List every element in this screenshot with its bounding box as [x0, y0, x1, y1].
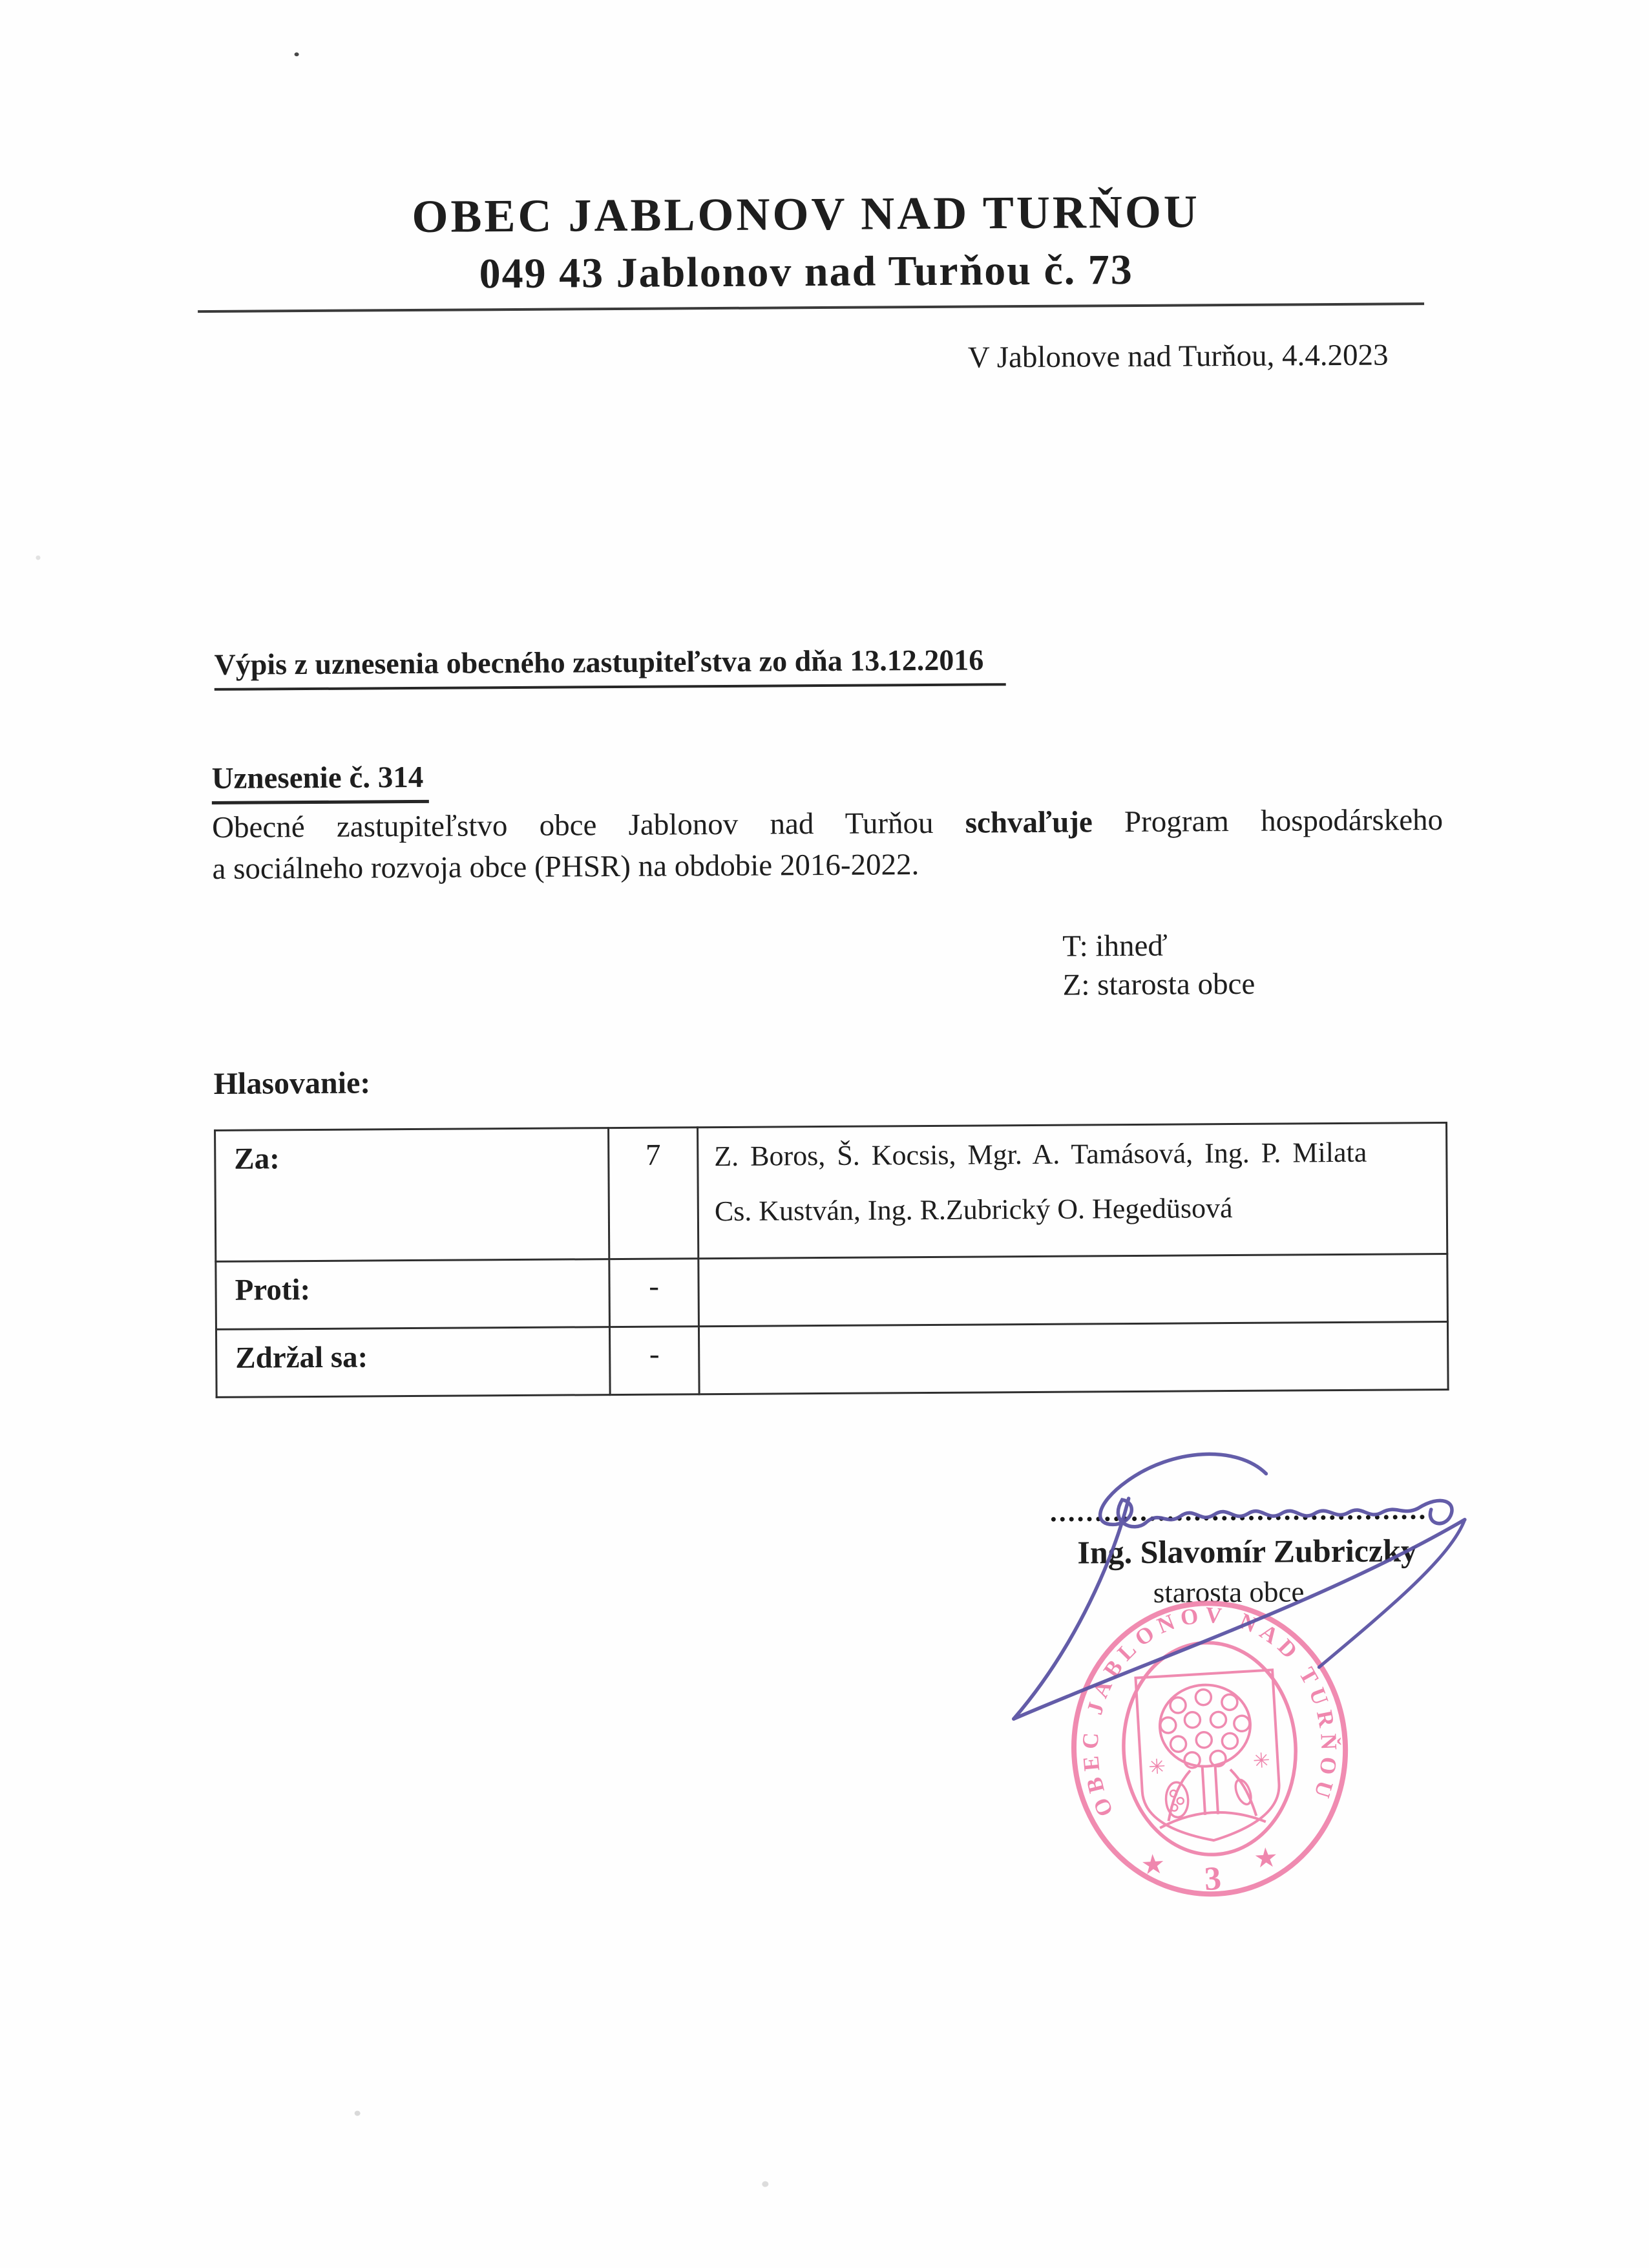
signatory-role: starosta obce — [1153, 1575, 1305, 1609]
vote-for-label: Za: — [215, 1128, 609, 1262]
right-leaf — [1232, 1778, 1254, 1807]
resolution-body-line1 — [212, 799, 1443, 848]
voting-table-grid — [214, 1122, 1449, 1398]
resolution-text-post: Program hospodárskeho — [1124, 803, 1444, 839]
stamp-ring-textpath: OBEC JABLONOV NAD TURŇOU — [1077, 1602, 1342, 1820]
stamp-ring-text — [1069, 1595, 1346, 1822]
scan-speck — [762, 2181, 768, 2187]
resolution-body — [212, 799, 1444, 890]
table-row — [216, 1254, 1448, 1329]
municipality-address: 049 43 Jablonov nad Turňou č. 73 — [479, 246, 1134, 298]
vote-abstain-count: - — [609, 1327, 699, 1395]
scan-speck — [36, 556, 40, 560]
stamp-star-right: ★ — [1253, 1843, 1279, 1874]
table-row — [215, 1122, 1447, 1261]
voting-table — [214, 1122, 1449, 1398]
shield-asterisk-right: ✳ — [1252, 1748, 1271, 1773]
table-row — [216, 1321, 1448, 1397]
extract-heading: Výpis z uznesenia obecného zastupiteľstva zo dňa 13.12.2016 — [214, 642, 1005, 691]
municipal-stamp — [1059, 1591, 1360, 1907]
place-date-line: V Jablonove nad Turňou, 4.4.2023 — [967, 338, 1389, 375]
resolution-text-pre: Obecné zastupiteľstvo obce Jablonov nad Turňou — [211, 806, 934, 845]
header-divider — [198, 302, 1424, 313]
stamp-number: 3 — [1203, 1860, 1223, 1898]
letterhead — [92, 182, 1520, 304]
term-responsible: Z: starosta obce — [1062, 967, 1255, 1002]
apple-circles — [1159, 1687, 1252, 1770]
vote-for-names-line2: Cs. Kustván, Ing. R.Zubrický O. Hegedüsová — [714, 1192, 1233, 1228]
vote-for-count: 7 — [609, 1128, 698, 1259]
voting-label: Hlasovanie: — [213, 1066, 371, 1101]
resolution-number-heading: Uznesenie č. 314 — [211, 760, 428, 804]
stamp-star-left: ★ — [1140, 1849, 1166, 1881]
vote-for-names-line1: Z. Boros, Š. Kocsis, Mgr. A. Tamásová, Ing. P. Milata — [714, 1136, 1367, 1173]
shield-asterisk-left: ✳ — [1148, 1754, 1166, 1779]
signatory-name: Ing. Slavomír Zubriczky — [1077, 1532, 1418, 1571]
vote-abstain-label: Zdržal sa: — [216, 1327, 610, 1398]
vote-abstain-names — [698, 1321, 1448, 1394]
municipality-title: OBEC JABLONOV NAD TURŇOU — [412, 185, 1201, 242]
resolution-body-line2: a sociálneho rozvoja obce (PHSR) na obdobie 2016-2022. — [212, 848, 919, 886]
resolution-approves-word: schvaľuje — [965, 805, 1093, 840]
tree-trunk — [1203, 1765, 1218, 1815]
right-branch — [1230, 1768, 1256, 1817]
vote-against-label: Proti: — [216, 1259, 610, 1330]
scan-speck — [355, 2111, 361, 2116]
vote-for-names — [698, 1122, 1447, 1258]
vote-against-names — [698, 1254, 1448, 1326]
stamp-inner-ring — [1118, 1638, 1302, 1860]
vote-against-count: - — [609, 1259, 699, 1327]
signature-dotted-line — [1051, 1515, 1425, 1522]
apple-tree-crown — [1157, 1683, 1252, 1769]
term-deadline: T: ihneď — [1062, 929, 1168, 963]
scan-speck — [295, 52, 299, 56]
